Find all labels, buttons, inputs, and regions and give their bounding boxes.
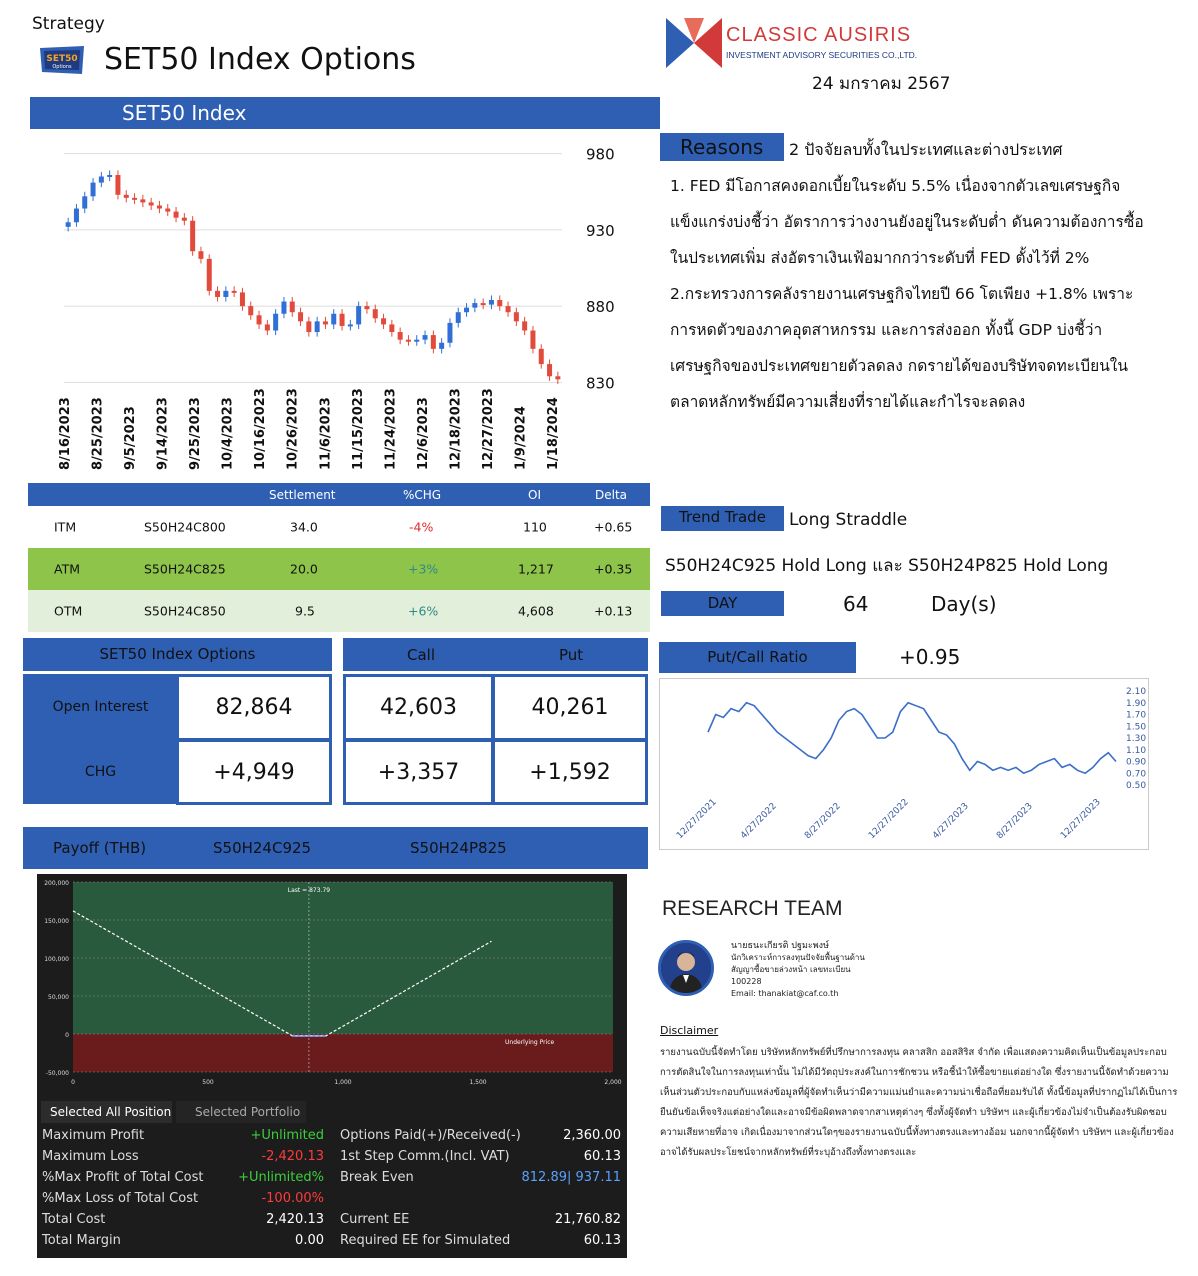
col-delta: Delta <box>595 487 628 502</box>
call-header: Call <box>407 646 436 664</box>
row-series: S50H24C850 <box>144 603 226 619</box>
set50-index-chart <box>30 140 630 480</box>
row-chg: -4% <box>409 519 434 535</box>
candle <box>115 175 120 195</box>
analyst-info <box>731 940 865 1000</box>
page-title: SET50 Index Options <box>104 42 416 77</box>
payoff-chart <box>37 874 627 1099</box>
days-unit: Day(s) <box>931 592 997 616</box>
set50-options-logo <box>38 44 86 76</box>
candle <box>74 209 79 223</box>
tab-label: Selected All Position <box>50 1105 172 1119</box>
reasons-headline: 2 ปัจจัยลบทั้งในประเทศและต่างประเทศ <box>789 140 1063 159</box>
candle <box>182 218 187 221</box>
candle <box>447 323 452 343</box>
y-tick-label: 1.50 <box>1126 722 1147 733</box>
y-tick-label: -50,000 <box>45 1070 69 1077</box>
analyst-id: 100228 <box>731 977 762 986</box>
oi-summary-title: SET50 Index Options <box>23 638 332 671</box>
total-oi-value: 82,864 <box>176 674 332 741</box>
stat-value: +Unlimited <box>250 1128 324 1143</box>
company-subtitle: INVESTMENT ADVISORY SECURITIES CO.,LTD. <box>726 50 918 60</box>
candle <box>456 312 461 323</box>
candle <box>472 303 477 308</box>
reason-line: ในประเทศเพิ่ม ส่งอัตราเงินเฟ้อมากกว่าระดับที่ FED ตั้งไว้ที่ 2% <box>670 249 1090 267</box>
call-oi-value: 42,603 <box>343 674 494 741</box>
pcr-line <box>708 703 1116 774</box>
x-tick-label: 9/14/2023 <box>155 397 171 470</box>
day-label: DAY <box>661 591 784 616</box>
x-tick-label: 8/27/2023 <box>995 801 1035 842</box>
candle <box>506 306 511 312</box>
last-price-label: Last = 873.79 <box>287 887 331 894</box>
x-tick-label: 1/9/2024 <box>513 406 529 470</box>
col-oi: OI <box>528 487 541 502</box>
candle <box>157 205 162 208</box>
candle <box>99 177 104 183</box>
candle <box>522 321 527 330</box>
x-tick-label: 500 <box>202 1079 214 1086</box>
analyst-role-2: สัญญาซื้อขายล่วงหน้า เลขทะเบียน <box>731 965 851 974</box>
x-tick-label: 12/27/2023 <box>480 388 496 470</box>
candle <box>306 321 311 332</box>
analyst-avatar <box>658 940 714 996</box>
row-series: S50H24C800 <box>144 519 226 535</box>
candle <box>364 306 369 309</box>
row-settlement: 34.0 <box>290 519 318 535</box>
row-chg: +6% <box>408 603 439 619</box>
y-tick-label: 0.50 <box>1126 781 1147 791</box>
candle <box>539 349 544 364</box>
x-tick-label: 12/27/2021 <box>675 797 719 842</box>
classic-ausiris-logo <box>664 16 724 70</box>
tab-selected-portfolio[interactable] <box>176 1101 306 1123</box>
row-oi: 1,217 <box>518 561 554 577</box>
stat-label: Total Cost <box>42 1212 106 1227</box>
candle <box>464 308 469 313</box>
stat-label: Total Margin <box>42 1233 121 1248</box>
put-oi-value: 40,261 <box>492 674 648 741</box>
candle <box>323 321 328 324</box>
y-tick-label: 0.90 <box>1126 757 1147 768</box>
svg-text:Options: Options <box>52 64 72 70</box>
y-tick-label: 0.70 <box>1126 769 1147 780</box>
candle <box>373 309 378 318</box>
candle <box>257 315 262 324</box>
research-team-title: RESEARCH TEAM <box>662 897 843 920</box>
reason-line: 1. FED มีโอกาสคงดอกเบี้ยในระดับ 5.5% เนื่องจากตัวเลขเศรษฐกิจ <box>670 177 1121 195</box>
candle <box>398 332 403 340</box>
total-chg-value: +4,949 <box>176 739 332 805</box>
candle <box>481 303 486 305</box>
x-tick-label: 11/6/2023 <box>318 397 334 470</box>
candle <box>406 340 411 342</box>
candle <box>431 335 436 349</box>
candle <box>439 343 444 349</box>
x-tick-label: 8/25/2023 <box>90 397 106 470</box>
stat-label: 1st Step Comm.(Incl. VAT) <box>340 1149 510 1164</box>
candle <box>298 312 303 321</box>
y-tick-label: 930 <box>586 221 615 240</box>
candle <box>223 291 228 297</box>
put-chg-value: +1,592 <box>492 739 648 805</box>
col-chg: %CHG <box>403 487 442 502</box>
candle <box>414 340 419 342</box>
y-tick-label: 200,000 <box>44 880 69 887</box>
x-tick-label: 11/15/2023 <box>350 388 366 470</box>
put-header: Put <box>559 646 584 664</box>
candle <box>281 302 286 314</box>
y-tick-label: 0 <box>65 1032 69 1039</box>
row-settlement: 9.5 <box>295 603 315 619</box>
table-row <box>28 590 650 632</box>
row-label: OTM <box>54 603 83 619</box>
candle <box>423 335 428 340</box>
x-tick-label: 0 <box>71 1079 75 1086</box>
stat-value: 60.13 <box>583 1233 621 1248</box>
stat-label: Maximum Profit <box>42 1128 145 1143</box>
options-table-header <box>28 483 650 506</box>
open-interest-label: Open Interest <box>23 674 178 740</box>
candle <box>273 314 278 331</box>
index-chart-title: SET50 Index <box>122 101 247 125</box>
stat-label: %Max Loss of Total Cost <box>42 1191 199 1206</box>
reason-line: เศรษฐกิจของประเทศขยายตัวลดลง กดรายได้ของบริษัทจดทะเบียนใน <box>670 357 1128 375</box>
trend-trade-label: Trend Trade <box>661 506 784 531</box>
stat-value: 2,420.13 <box>266 1212 324 1227</box>
analyst-name: นายธนะเกียรติ ปฐมะพงษ์ <box>731 941 830 951</box>
candle <box>348 324 353 326</box>
company-name: CLASSIC AUSIRIS <box>726 24 912 46</box>
pcr-label: Put/Call Ratio <box>659 642 856 673</box>
x-tick-label: 10/26/2023 <box>285 388 301 470</box>
row-delta: +0.13 <box>594 603 633 619</box>
stat-value: -2,420.13 <box>261 1149 324 1164</box>
payoff-label: Payoff (THB) <box>53 839 147 857</box>
x-tick-label: 12/27/2023 <box>1059 797 1103 842</box>
y-tick-label: 1.70 <box>1126 710 1147 721</box>
candle <box>66 222 71 227</box>
reason-line: ตลาดหลักทรัพย์มีความเสี่ยงที่รายได้และกำไรจะลดลง <box>670 393 1026 411</box>
col-settlement: Settlement <box>269 487 336 502</box>
row-delta: +0.65 <box>594 519 633 535</box>
reasons-label: Reasons <box>660 133 784 161</box>
x-tick-label: 12/6/2023 <box>415 397 431 470</box>
stat-label: Break Even <box>340 1170 414 1185</box>
reason-line: แข็งแกร่งบ่งชี้ว่า อัตราการว่างงานยังอยู่ในระดับต่ำ ดันความต้องการซื้อ <box>670 213 1144 231</box>
stat-label: Current EE <box>340 1212 410 1227</box>
y-tick-label: 880 <box>586 298 615 317</box>
tab-label: Selected Portfolio <box>195 1105 301 1119</box>
index-chart-header <box>30 97 660 129</box>
row-settlement: 20.0 <box>290 561 318 577</box>
payoff-stats <box>37 1128 627 1258</box>
row-oi: 110 <box>523 519 547 535</box>
chg-label: CHG <box>23 740 178 804</box>
call-chg-value: +3,357 <box>343 739 494 805</box>
payoff-tabs <box>37 1101 627 1123</box>
x-tick-label: 11/24/2023 <box>383 388 399 470</box>
analyst-role: นักวิเคราะห์การลงทุนปัจจัยพื้นฐานด้าน <box>731 953 865 962</box>
y-tick-label: 150,000 <box>44 918 69 925</box>
x-tick-label: 2,000 <box>604 1079 622 1086</box>
options-table <box>28 483 650 632</box>
row-chg: +3% <box>408 561 439 577</box>
candle <box>240 292 245 306</box>
candle <box>248 306 253 315</box>
candle <box>107 175 112 177</box>
y-tick-label: 1.90 <box>1126 698 1147 709</box>
x-tick-label: 4/27/2023 <box>931 801 971 842</box>
stat-value: 812.89| 937.11 <box>521 1170 621 1185</box>
call-put-header <box>343 638 648 671</box>
y-tick-label: 100,000 <box>44 956 69 963</box>
stat-value: 2,360.00 <box>563 1128 621 1143</box>
candle <box>91 183 96 197</box>
stat-label: Maximum Loss <box>42 1149 139 1164</box>
stat-value: -100.00% <box>261 1191 324 1206</box>
x-tick-label: 8/16/2023 <box>58 397 73 470</box>
y-tick-label: 980 <box>586 145 615 164</box>
row-label: ATM <box>54 561 81 577</box>
candle <box>149 202 154 205</box>
candle <box>555 376 560 379</box>
candle <box>315 321 320 332</box>
tab-selected-all-position[interactable] <box>41 1101 172 1123</box>
y-tick-label: 830 <box>586 374 615 393</box>
candle <box>340 314 345 326</box>
disclaimer-text: รายงานฉบับนี้จัดทำโดย บริษัทหลักทรัพย์ที่ปรึกษาการลงทุน คลาสสิก ออสสิริส จำกัด เพื่อแสดงความคิดเห็นเป็นข้อมูลประกอบการตัดสินใจในการลงทุนเท่านั้น ไม่ได้มีวัตถุประสงค์ในการชักชวน หรือชี้นำให้ซื้อขายแต่อย่างใด ซึ่งรายงานนี้จัดทำด้วยความเห็นส่วนตัวประกอบกับแหล่งข้อมูลที่ผู้จัดทำเห็นว่ามีความแม่นยำและความน่าเชื่อถือที่ยอมรับได้ ทั้งนี้ข้อมูลที่ปรากฏไม่ได้เป็นการยืนยันข้อเท็จจริงแต่อย่างใดและอาจมีข้อผิดพลาดจากสาเหตุต่างๆ ซึ่งทั้งผู้จัดทำ บริษัทฯ และผู้เกี่ยวข้องไม่จำเป็นต้องรับผิดชอบความเสียหายที่อาจ เกิดเนื่องมาจากส่วนใดๆของรายงานฉบับนี้ทั้งทางตรงและทางอ้อม นอกจากนี้ผู้จัดทำ บริษัทฯ และผู้เกี่ยวข้อง อาจได้รับผลประโยชน์จากหลักทรัพย์ที่ระบุอ้างถึงทั้งทางตรงและ <box>660 1047 1178 1158</box>
x-tick-label: 1,000 <box>334 1079 352 1086</box>
table-row <box>28 548 650 590</box>
x-tick-label: 4/27/2022 <box>739 801 779 842</box>
candle <box>547 364 552 376</box>
table-row <box>28 506 650 548</box>
candle <box>497 300 502 306</box>
disclaimer-title: Disclaimer <box>660 1024 719 1037</box>
row-label: ITM <box>54 519 77 535</box>
payoff-call-series: S50H24C925 <box>213 839 312 857</box>
report-date: 24 มกราคม 2567 <box>812 74 951 94</box>
candle <box>356 306 361 324</box>
stat-value: 0.00 <box>295 1233 324 1248</box>
candle <box>174 212 179 218</box>
candle <box>489 300 494 305</box>
pcr-value: +0.95 <box>899 645 961 669</box>
stat-label: Options Paid(+)/Received(-) <box>340 1128 521 1143</box>
positions-text: S50H24C925 Hold Long และ S50H24P825 Hold Long <box>665 556 1109 576</box>
reason-line: การหดตัวของภาคอุตสาหกรรม และการส่งออก ทั้งนี้ GDP บ่งชี้ว่า <box>670 321 1103 339</box>
x-tick-label: 10/4/2023 <box>220 397 236 470</box>
candle <box>381 318 386 324</box>
stat-label: %Max Profit of Total Cost <box>42 1170 204 1185</box>
candle <box>207 259 212 291</box>
candle <box>514 312 519 321</box>
x-tick-label: 8/27/2022 <box>803 801 843 842</box>
candle <box>124 195 129 198</box>
candle <box>265 324 270 330</box>
candle <box>389 324 394 332</box>
y-tick-label: 1.10 <box>1126 745 1147 756</box>
trend-trade-value: Long Straddle <box>789 510 908 530</box>
row-delta: +0.35 <box>594 561 633 577</box>
reason-line: 2.กระทรวงการคลังรายงานเศรษฐกิจไทยปี 66 โตเพียง +1.8% เพราะ <box>670 285 1134 303</box>
candle <box>140 199 145 202</box>
candle <box>331 314 336 325</box>
underlying-price-label: Underlying Price <box>505 1039 555 1046</box>
x-tick-label: 10/16/2023 <box>253 388 269 470</box>
payoff-panel <box>37 874 627 1258</box>
y-tick-label: 50,000 <box>48 994 69 1001</box>
candle <box>215 291 220 297</box>
x-tick-label: 1/18/2024 <box>546 397 561 470</box>
candle <box>132 198 137 200</box>
stat-label: Required EE for Simulated <box>340 1233 511 1248</box>
days-value: 64 <box>843 592 869 616</box>
payoff-put-series: S50H24P825 <box>410 839 507 857</box>
x-tick-label: 1,500 <box>469 1079 487 1086</box>
candle <box>290 302 295 313</box>
x-tick-label: 9/5/2023 <box>123 406 139 470</box>
stat-value: +Unlimited% <box>238 1170 324 1185</box>
stat-value: 60.13 <box>583 1149 621 1164</box>
payoff-header <box>23 827 648 869</box>
x-tick-label: 12/27/2022 <box>867 797 911 842</box>
y-tick-label: 2.10 <box>1126 687 1147 697</box>
row-oi: 4,608 <box>518 603 554 619</box>
svg-text:SET50: SET50 <box>46 54 78 64</box>
reasons-text <box>670 168 1190 420</box>
strategy-label: Strategy <box>32 14 105 34</box>
x-tick-label: 9/25/2023 <box>188 397 204 470</box>
x-tick-label: 12/18/2023 <box>448 388 464 470</box>
y-tick-label: 1.30 <box>1126 734 1147 744</box>
candle <box>232 291 237 293</box>
candle <box>82 196 87 208</box>
row-series: S50H24C825 <box>144 561 226 577</box>
put-call-ratio-chart <box>659 678 1149 850</box>
candle <box>530 331 535 349</box>
candle <box>165 209 170 212</box>
stat-value: 21,760.82 <box>554 1212 621 1227</box>
candle <box>198 251 203 259</box>
candle <box>190 221 195 252</box>
analyst-email: Email: thanakiat@caf.co.th <box>731 989 839 998</box>
